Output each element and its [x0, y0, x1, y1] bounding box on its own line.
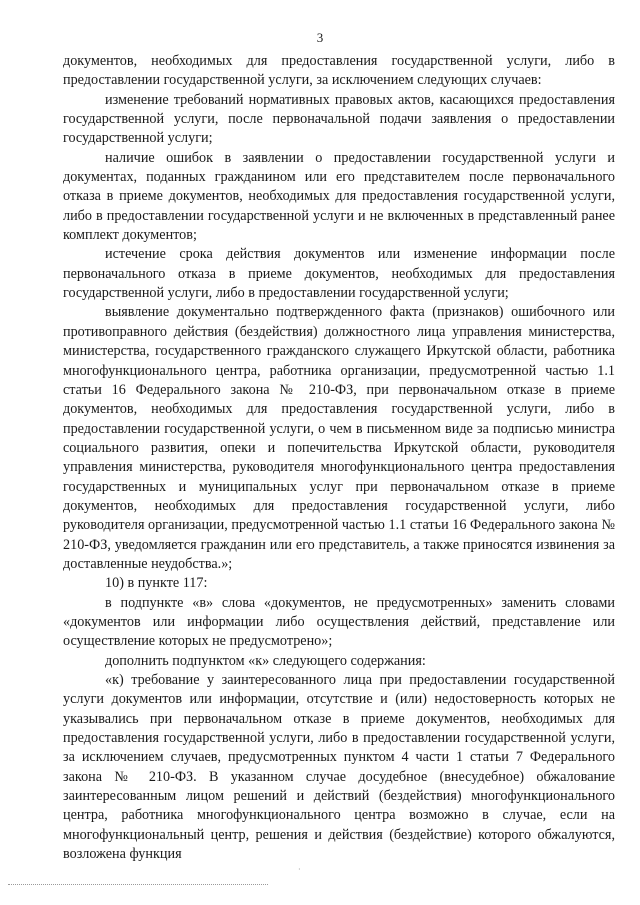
paragraph-subitem-k-text: «к) требование у заинтересованного лица при предоставлении государственной услуги документов или информации, отсутствие и (или) недостоверность которых не указывались при первоначальном отказе в приеме документов, необходимых для предоставления государственной услуги, либо в предоставлении государственной услуги, за исключением случаев, предусмотренных пунктом 4 части 1 статьи 7 Федерального закона № 210-ФЗ. В указанном случае досудебное (внесудебное) обжалование заинтересованным лицом решений и действий (бездействия) многофункционального центра, работника многофункционального центра возможно в случае, если на многофункциональный центр, решения и действия (бездействие) которого обжалуются, возложена функция: [63, 672, 615, 863]
document-body: [63, 52, 615, 864]
footer-mark: ·: [298, 865, 301, 874]
paragraph-add-subitem-k: дополнить подпунктом «к» следующего содержания:: [105, 652, 426, 669]
paragraph-official-error: выявление документально подтвержденного факта (признаков) ошибочного или противоправного действия (бездействия) должностного лица управления министерства, министерства, государственного гражданского служащего Иркутской области, работника многофункционального центра, работника организации, предусмотренной частью 1.1 статьи 16 Федерального закона № 210-ФЗ, при первоначальном отказе в приеме документов, необходимых для предоставления государственной услуги, либо в предоставлении государственной услуги, о чем в письменном виде за подписью министра социального развития, опеки и попечительства Иркутской области, руководителя управления министерства, руководителя многофункционального центра предоставления государственных и муниципальных услуг при первоначальном отказе в приеме документов, необходимых для предоставления государственной услуги, либо руководителя организации, предусмотренной частью 1.1 статьи 16 Федерального закона № 210-ФЗ, уведомляется гражданин или его представитель, а также приносятся извинения за доставленные неудобства.»;: [63, 304, 615, 572]
paragraph-continuation: документов, необходимых для предоставления государственной услуги, либо в предоставлении государственной услуги, за исключением следующих случаев:: [63, 53, 615, 89]
paragraph-subitem-v: в подпункте «в» слова «документов, не предусмотренных» заменить словами «документов или информации либо осуществления действий, представление или осуществление которых не предусмотрено»;: [63, 594, 615, 650]
paragraph-application-errors: наличие ошибок в заявлении о предоставлении государственной услуги и документах, поданных гражданином или его представителем после первоначального отказа в приеме документов, необходимых для предоставления государственной услуги, либо в предоставлении государственной услуги и не включенных в представленный ранее комплект документов;: [63, 149, 615, 244]
paragraph-item-10: 10) в пункте 117:: [105, 575, 208, 592]
paragraph-normative-change: изменение требований нормативных правовых актов, касающихся предоставления государственной услуги, после первоначальной подачи заявления о предоставлении государственной услуги;: [63, 91, 615, 147]
footer-divider: [8, 884, 268, 885]
paragraph-document-expiry: истечение срока действия документов или изменение информации после первоначального отказа в приеме документов, необходимых для предоставления государственной услуги, либо в предоставлении государственной услуги;: [63, 246, 615, 302]
page-number: 3: [316, 30, 324, 45]
